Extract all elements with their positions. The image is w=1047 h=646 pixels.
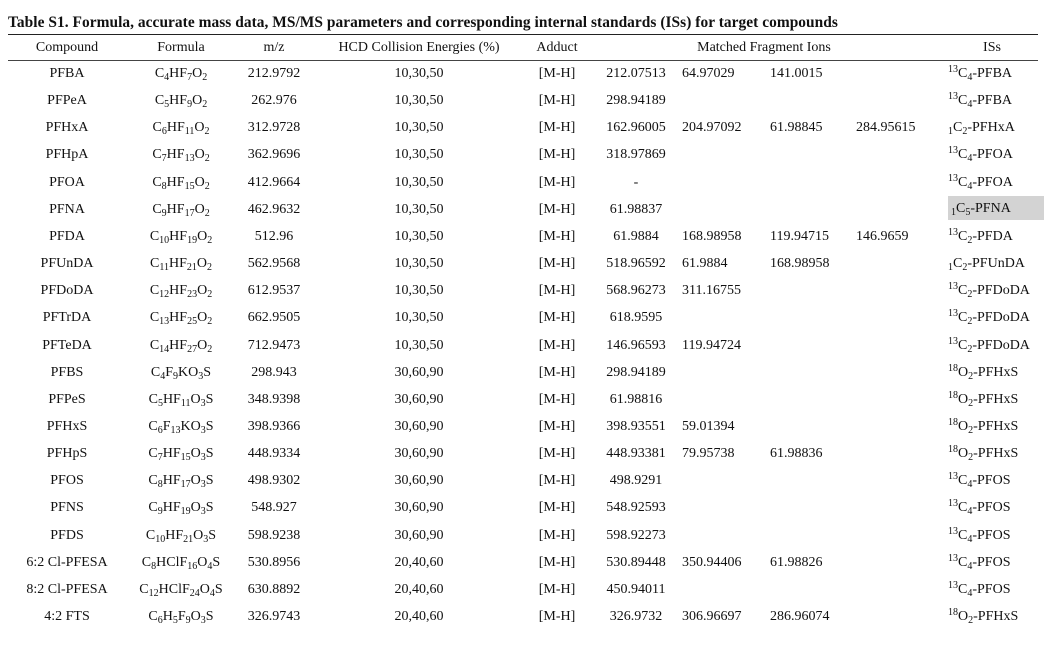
cell-fragment-1: 61.98837: [609, 201, 663, 217]
cell-adduct: [M-H]: [538, 527, 576, 543]
cell-mz: 612.9537: [247, 283, 301, 299]
cell-hcd: 30,60,90: [394, 527, 444, 543]
cell-adduct: [M-H]: [538, 473, 576, 489]
cell-hcd: 30,60,90: [394, 500, 444, 516]
cell-compound: 4:2 FTS: [44, 609, 90, 624]
cell-adduct: [M-H]: [538, 310, 576, 326]
cell-adduct: [M-H]: [538, 228, 576, 244]
cell-formula: $C_6HF_{11}O_2$: [152, 120, 210, 138]
cell-mz: 530.8956: [247, 554, 301, 570]
cell-formula: $C_{10}HF_{21}O_3S$: [145, 527, 217, 545]
cell-hcd: 10,30,50: [394, 256, 444, 272]
cell-mz: 262.976: [251, 93, 297, 109]
cell-mz: 498.9302: [247, 473, 301, 489]
cell-compound: PFPeS: [48, 391, 86, 407]
cell-fragment-1: 326.9732: [609, 609, 663, 624]
cell-adduct: [M-H]: [538, 554, 576, 570]
cell-internal-standard: $^{18}O_2$-PFHxS: [948, 416, 1019, 436]
cell-fragment-2: 64.97029: [682, 66, 735, 81]
cell-fragment-2: 306.96697: [682, 609, 742, 624]
cell-fragment-2: 168.98958: [682, 228, 742, 244]
table-row: [0, 417, 1047, 437]
table-row: [0, 580, 1047, 600]
cell-hcd: 30,60,90: [394, 364, 444, 380]
cell-mz: 298.943: [251, 364, 297, 380]
cell-compound: PFHpS: [46, 446, 88, 462]
cell-mz: 630.8892: [247, 581, 301, 597]
cell-adduct: [M-H]: [538, 446, 576, 462]
cell-formula: $C_6H_5F_9O_3S$: [148, 609, 214, 626]
cell-mz: 362.9696: [247, 147, 301, 163]
table-row: [0, 390, 1047, 410]
header-iss: ISs: [983, 40, 1001, 55]
cell-hcd: 10,30,50: [394, 337, 444, 353]
cell-hcd: 20,40,60: [394, 554, 444, 570]
cell-hcd: 30,60,90: [394, 418, 444, 434]
cell-fragment-1: 298.94189: [606, 364, 666, 380]
cell-adduct: [M-H]: [538, 609, 576, 624]
cell-hcd: 10,30,50: [394, 66, 444, 81]
cell-fragment-1: 530.89448: [606, 554, 666, 570]
cell-formula: $C_{10}HF_{19}O_2$: [149, 228, 213, 246]
cell-fragment-2: 59.01394: [682, 418, 735, 434]
cell-fragment-1: 398.93551: [606, 418, 666, 434]
cell-adduct: [M-H]: [538, 93, 576, 109]
cell-hcd: 30,60,90: [394, 391, 444, 407]
cell-fragment-1: 618.9595: [609, 310, 663, 326]
cell-formula: $C_4HF_7O_2$: [154, 66, 208, 83]
table-row: [0, 281, 1047, 301]
cell-fragment-1: 498.9291: [609, 473, 663, 489]
cell-compound: PFNA: [49, 201, 85, 217]
header-mz: m/z: [263, 40, 285, 55]
cell-formula: $C_7HF_{13}O_2$: [152, 147, 210, 165]
cell-hcd: 20,40,60: [394, 581, 444, 597]
cell-compound: 8:2 Cl-PFESA: [26, 581, 108, 597]
table-row: [0, 444, 1047, 464]
cell-adduct: [M-H]: [538, 500, 576, 516]
cell-internal-standard: $^{13}C_4$-PFOS: [948, 525, 1011, 545]
table-row: [0, 308, 1047, 328]
cell-hcd: 10,30,50: [394, 120, 444, 136]
cell-internal-standard: $^{13}C_2$-PFDoDA: [948, 281, 1030, 301]
header-rule: [8, 60, 1038, 61]
cell-adduct: [M-H]: [538, 256, 576, 272]
cell-internal-standard: $^{13}C_2$-PFDoDA: [948, 308, 1030, 328]
cell-fragment-1: -: [633, 174, 639, 190]
cell-compound: PFUnDA: [40, 256, 94, 272]
cell-fragment-1: 518.96592: [606, 256, 666, 272]
cell-hcd: 10,30,50: [394, 147, 444, 163]
cell-fragment-1: 450.94011: [606, 581, 666, 597]
cell-internal-standard: $^{13}C_4$-PFOS: [948, 579, 1011, 599]
table-row: [0, 91, 1047, 111]
cell-hcd: 10,30,50: [394, 93, 444, 109]
cell-internal-standard: $^{13}C_4$-PFOS: [948, 498, 1011, 518]
cell-compound: PFHpA: [45, 147, 89, 163]
cell-fragment-1: 162.96005: [606, 120, 666, 136]
cell-hcd: 30,60,90: [394, 446, 444, 462]
cell-hcd: 20,40,60: [394, 609, 444, 624]
cell-fragment-1: 548.92593: [606, 500, 666, 516]
cell-adduct: [M-H]: [538, 581, 576, 597]
table-row: [0, 64, 1047, 84]
cell-compound: PFTeDA: [42, 337, 92, 353]
cell-formula: $C_{11}HF_{21}O_2$: [149, 256, 212, 274]
cell-mz: 448.9334: [247, 446, 301, 462]
cell-adduct: [M-H]: [538, 120, 576, 136]
cell-compound: PFOS: [50, 473, 84, 489]
cell-compound: PFTrDA: [42, 310, 92, 326]
cell-compound: PFDoDA: [40, 283, 94, 299]
header-fragments: Matched Fragment Ions: [697, 40, 831, 55]
cell-mz: 598.9238: [247, 527, 301, 543]
cell-compound: PFNS: [50, 500, 84, 516]
cell-fragment-4: 146.9659: [856, 228, 909, 244]
cell-formula: $C_8HClF_{16}O_4S$: [141, 554, 221, 572]
cell-formula: $C_{12}HF_{23}O_2$: [149, 283, 213, 301]
header-adduct: Adduct: [536, 40, 578, 55]
table-header-row: [0, 38, 1047, 58]
cell-internal-standard: $_1C_5$-PFNA: [948, 196, 1044, 220]
cell-hcd: 10,30,50: [394, 201, 444, 217]
cell-fragment-1: 568.96273: [606, 283, 666, 299]
cell-hcd: 10,30,50: [394, 174, 444, 190]
cell-fragment-2: 204.97092: [682, 120, 742, 136]
cell-fragment-1: 448.93381: [606, 446, 666, 462]
cell-fragment-1: 212.07513: [606, 66, 666, 81]
cell-adduct: [M-H]: [538, 418, 576, 434]
cell-mz: 212.9792: [247, 66, 301, 81]
header-hcd: HCD Collision Energies (%): [338, 40, 500, 55]
cell-compound: PFHxS: [46, 418, 88, 434]
cell-compound: PFBS: [50, 364, 84, 380]
cell-formula: $C_5HF_9O_2$: [154, 93, 208, 111]
cell-mz: 326.9743: [247, 609, 301, 624]
cell-mz: 512.96: [254, 228, 294, 244]
cell-internal-standard: $^{18}O_2$-PFHxS: [948, 444, 1019, 464]
table-caption: Table S1. Formula, accurate mass data, MS/MS parameters and corresponding internal standards (ISs) for target compounds: [8, 14, 838, 31]
cell-internal-standard: $_1C_2$-PFUnDA: [948, 256, 1025, 274]
cell-fragment-2: 61.9884: [682, 256, 728, 272]
cell-adduct: [M-H]: [538, 283, 576, 299]
cell-mz: 462.9632: [247, 201, 301, 217]
cell-hcd: 10,30,50: [394, 228, 444, 244]
cell-fragment-3: 141.0015: [770, 66, 823, 81]
cell-fragment-1: 318.97869: [606, 147, 666, 163]
cell-mz: 398.9366: [247, 418, 301, 434]
cell-formula: $C_{12}HClF_{24}O_4S$: [139, 581, 223, 599]
header-formula: Formula: [157, 40, 205, 55]
table-row: [0, 173, 1047, 193]
cell-compound: PFDS: [50, 527, 84, 543]
cell-adduct: [M-H]: [538, 391, 576, 407]
table-row: [0, 553, 1047, 573]
cell-adduct: [M-H]: [538, 174, 576, 190]
cell-fragment-1: 298.94189: [606, 93, 666, 109]
table-row: [0, 227, 1047, 247]
cell-internal-standard: $^{13}C_4$-PFOS: [948, 552, 1011, 572]
cell-formula: $C_9HF_{19}O_3S$: [148, 500, 214, 518]
cell-fragment-1: 146.96593: [606, 337, 666, 353]
table-row: [0, 498, 1047, 518]
table-row: [0, 336, 1047, 356]
cell-internal-standard: $_1C_2$-PFHxA: [948, 120, 1015, 138]
cell-mz: 548.927: [251, 500, 297, 516]
cell-internal-standard: $^{13}C_4$-PFOA: [948, 172, 1013, 192]
header-compound: Compound: [35, 40, 99, 55]
cell-formula: $C_9HF_{17}O_2$: [152, 201, 210, 219]
cell-fragment-3: 286.96074: [770, 609, 830, 624]
table-row: [0, 118, 1047, 138]
cell-fragment-3: 168.98958: [770, 256, 830, 272]
cell-adduct: [M-H]: [538, 201, 576, 217]
cell-adduct: [M-H]: [538, 66, 576, 81]
cell-fragment-3: 61.98826: [770, 554, 823, 570]
cell-formula: $C_8HF_{17}O_3S$: [148, 473, 214, 491]
cell-formula: $C_7HF_{15}O_3S$: [148, 446, 214, 464]
cell-mz: 712.9473: [247, 337, 301, 353]
table-row: [0, 363, 1047, 383]
cell-fragment-4: 284.95615: [856, 120, 916, 136]
cell-fragment-3: 61.98845: [770, 120, 823, 136]
cell-compound: PFBA: [49, 66, 85, 81]
cell-fragment-3: 61.98836: [770, 446, 823, 462]
cell-adduct: [M-H]: [538, 147, 576, 163]
cell-hcd: 30,60,90: [394, 473, 444, 489]
table-row: [0, 145, 1047, 165]
cell-formula: $C_8HF_{15}O_2$: [152, 174, 210, 192]
cell-internal-standard: $^{18}O_2$-PFHxS: [948, 607, 1019, 626]
cell-internal-standard: $^{13}C_4$-PFBA: [948, 64, 1013, 83]
cell-internal-standard: $^{13}C_2$-PFDoDA: [948, 335, 1030, 355]
cell-fragment-2: 119.94724: [682, 337, 741, 353]
table-row: [0, 607, 1047, 627]
cell-mz: 562.9568: [247, 256, 301, 272]
cell-compound: PFHxA: [45, 120, 89, 136]
cell-compound: PFDA: [49, 228, 85, 244]
cell-fragment-1: 61.9884: [613, 228, 659, 244]
table-top-rule: [8, 34, 1038, 35]
cell-fragment-1: 61.98816: [609, 391, 663, 407]
cell-fragment-3: 119.94715: [770, 228, 829, 244]
cell-internal-standard: $^{13}C_4$-PFBA: [948, 91, 1013, 111]
cell-compound: 6:2 Cl-PFESA: [26, 554, 108, 570]
cell-formula: $C_{13}HF_{25}O_2$: [149, 310, 213, 328]
cell-adduct: [M-H]: [538, 337, 576, 353]
cell-formula: $C_5HF_{11}O_3S$: [148, 391, 214, 409]
table-row: [0, 200, 1047, 220]
cell-compound: PFOA: [49, 174, 85, 190]
cell-fragment-2: 311.16755: [682, 283, 741, 299]
table-row: [0, 526, 1047, 546]
cell-internal-standard: $^{13}C_4$-PFOS: [948, 471, 1011, 491]
cell-internal-standard: $^{13}C_4$-PFOA: [948, 145, 1013, 165]
cell-mz: 348.9398: [247, 391, 301, 407]
cell-formula: $C_{14}HF_{27}O_2$: [149, 337, 213, 355]
table-row: [0, 471, 1047, 491]
cell-formula: $C_6F_{13}KO_3S$: [148, 418, 214, 436]
cell-mz: 412.9664: [247, 174, 301, 190]
cell-internal-standard: $^{13}C_2$-PFDA: [948, 226, 1013, 246]
cell-compound: PFPeA: [47, 93, 87, 109]
cell-fragment-1: 598.92273: [606, 527, 666, 543]
cell-mz: 662.9505: [247, 310, 301, 326]
cell-fragment-2: 350.94406: [682, 554, 742, 570]
cell-mz: 312.9728: [247, 120, 301, 136]
cell-fragment-2: 79.95738: [682, 446, 735, 462]
table-row: [0, 254, 1047, 274]
cell-hcd: 10,30,50: [394, 310, 444, 326]
cell-internal-standard: $^{18}O_2$-PFHxS: [948, 389, 1019, 409]
cell-internal-standard: $^{18}O_2$-PFHxS: [948, 362, 1019, 382]
cell-adduct: [M-H]: [538, 364, 576, 380]
cell-hcd: 10,30,50: [394, 283, 444, 299]
cell-formula: $C_4F_9KO_3S$: [150, 364, 212, 382]
